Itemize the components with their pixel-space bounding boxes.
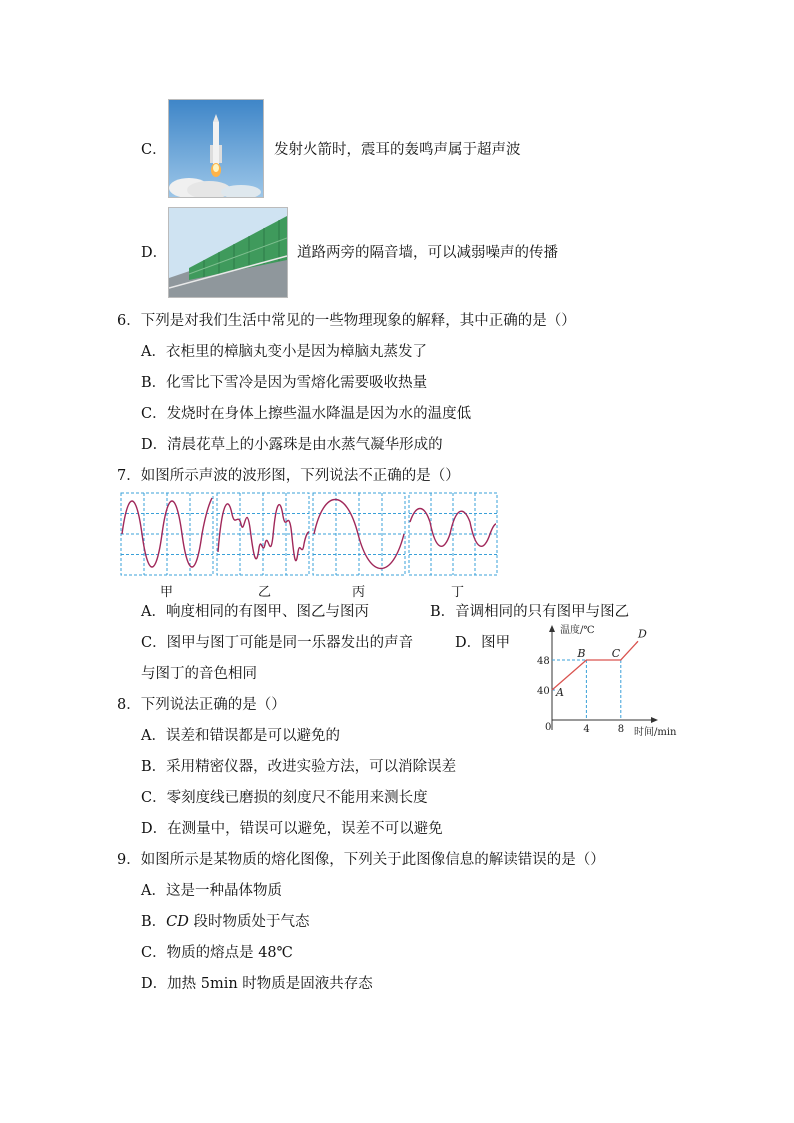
q6-option-b: B．化雪比下雪冷是因为雪熔化需要吸收热量 xyxy=(141,375,428,391)
x-tick-4: 4 xyxy=(583,724,590,735)
y-tick-48: 48 xyxy=(537,656,550,667)
point-label-b: B xyxy=(577,647,586,660)
q7-option-c: C．图甲与图丁可能是同一乐器发出的声音 xyxy=(141,635,414,651)
q7-option-a: A．响度相同的有图甲、图乙与图丙 xyxy=(141,604,369,620)
y-tick-40: 40 xyxy=(537,686,550,697)
q9-option-d: D．加热 5min 时物质是固液共存态 xyxy=(141,976,373,992)
q8-option-d: D．在测量中，错误可以避免，误差不可以避免 xyxy=(141,821,443,837)
sound-waveform-diagrams xyxy=(120,492,500,578)
q9-stem: 9．如图所示是某物质的熔化图像，下列关于此图像信息的解读错误的是（） xyxy=(117,852,605,868)
q7-option-d-part1: D．图甲 xyxy=(455,635,511,651)
q9-option-b-text: 段时物质处于气态 xyxy=(193,914,310,930)
melting-curve xyxy=(552,641,638,690)
q5-option-c-text: 发射火箭时，震耳的轰鸣声属于超声波 xyxy=(274,142,521,158)
y-axis-label: 温度/℃ xyxy=(560,625,595,636)
x-tick-8: 8 xyxy=(617,724,625,735)
q9-option-a: A．这是一种晶体物质 xyxy=(141,883,282,899)
rocket-launch-photo xyxy=(168,99,264,198)
waveform-bing xyxy=(313,493,405,575)
q5-option-d-letter: D． xyxy=(141,245,168,261)
q6-stem: 6．下列是对我们生活中常见的一些物理现象的解释，其中正确的是（） xyxy=(117,313,576,329)
q8-option-a: A．误差和错误都是可以避免的 xyxy=(141,728,340,744)
q6-option-a: A．衣柜里的樟脑丸变小是因为樟脑丸蒸发了 xyxy=(141,344,427,360)
q9-option-c: C．物质的熔点是 48℃ xyxy=(141,945,293,961)
point-label-a: A xyxy=(556,686,564,699)
waveform-yi xyxy=(217,493,309,575)
q8-option-b: B．采用精密仪器，改进实验方法，可以消除误差 xyxy=(141,759,457,775)
q9-option-b-segment: CD xyxy=(166,914,189,930)
melting-graph xyxy=(530,620,690,742)
point-label-d: D xyxy=(638,627,647,641)
q9-option-b-letter: B． xyxy=(141,914,167,930)
q5-option-d-text: 道路两旁的隔音墙，可以减弱噪声的传播 xyxy=(297,245,558,261)
point-label-c: C xyxy=(611,647,621,660)
q8-stem: 8．下列说法正确的是（） xyxy=(117,697,286,713)
q7-stem: 7．如图所示声波的波形图，下列说法不正确的是（） xyxy=(117,468,460,484)
waveform-jia xyxy=(121,493,213,575)
q9-option-b xyxy=(141,912,310,932)
q7-option-b: B．音调相同的只有图甲与图乙 xyxy=(430,604,630,620)
x-axis-arrow-icon xyxy=(651,717,658,723)
q6-option-d: D．清晨花草上的小露珠是由水蒸气凝华形成的 xyxy=(141,437,443,453)
x-axis-label: 时间/min xyxy=(634,727,677,738)
q7-option-d-part2: 与图丁的音色相同 xyxy=(141,666,257,682)
q6-option-c: C．发烧时在身体上擦些温水降温是因为水的温度低 xyxy=(141,406,472,422)
waveform-label-ding: 丁 xyxy=(451,585,465,600)
waveform-label-jia: 甲 xyxy=(160,585,174,600)
noise-barrier-photo xyxy=(168,207,288,298)
waveform-ding xyxy=(409,493,497,575)
waveform-label-bing: 丙 xyxy=(352,585,366,600)
waveform-label-yi: 乙 xyxy=(258,585,272,600)
q8-option-c: C．零刻度线已磨损的刻度尺不能用来测长度 xyxy=(141,790,428,806)
q5-option-c-letter: C． xyxy=(141,142,167,158)
origin-label: 0 xyxy=(545,722,552,733)
y-axis-arrow-icon xyxy=(549,625,555,632)
